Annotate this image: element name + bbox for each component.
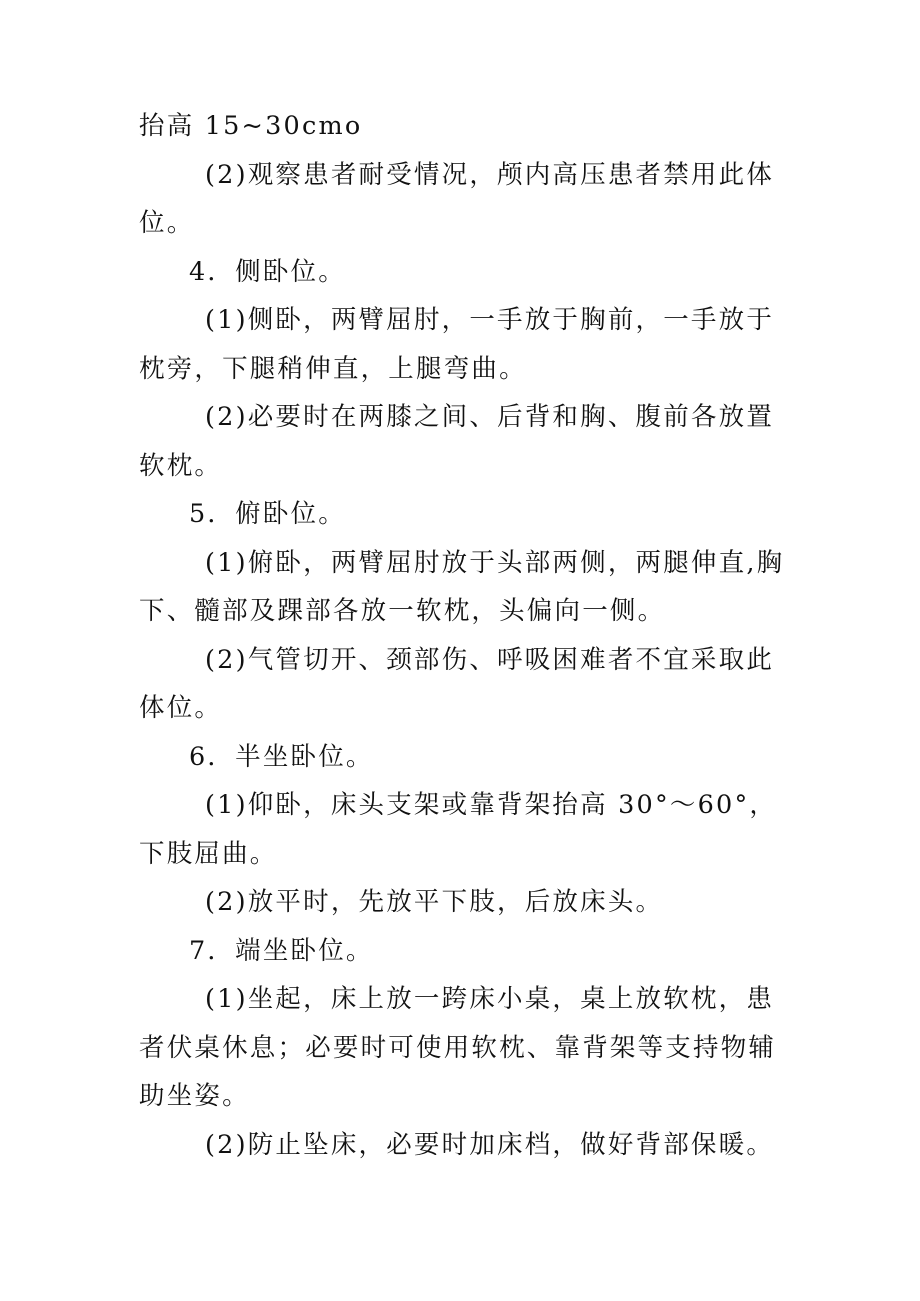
paragraph-continuation: 抬高 15~30cmo — [139, 111, 363, 141]
section-heading: 6．半坐卧位。 — [189, 741, 374, 772]
paragraph-item: (1)坐起，床上放一跨床小桌，桌上放软枕，患者伏桌休息；必要时可使用软枕、靠背架等支持物辅助坐姿。 — [139, 984, 777, 1111]
paragraph-item: (1)侧卧，两臂屈肘，一手放于胸前，一手放于枕旁，下腿稍伸直，上腿弯曲。 — [139, 305, 775, 384]
document-body — [139, 102, 789, 1169]
paragraph-item: (2)观察患者耐受情况，颅内高压患者禁用此体位。 — [139, 159, 775, 238]
paragraph-item: (2)必要时在两膝之间、后背和胸、腹前各放置软枕。 — [139, 402, 775, 481]
paragraph-item: (1)俯卧，两臂屈肘放于头部两侧，两腿伸直,胸下、髓部及踝部各放一软枕，头偏向一侧。 — [139, 547, 785, 626]
paragraph-item: (2)气管切开、颈部伤、呼吸困难者不宜采取此体位。 — [139, 644, 775, 723]
paragraph-item: (2)防止坠床，必要时加床档，做好背部保暖。 — [205, 1129, 775, 1160]
section-heading: 5．俯卧位。 — [189, 499, 346, 529]
paragraph-item: (2)放平时，先放平下肢，后放床头。 — [205, 887, 664, 917]
paragraph-item: (1)仰卧，床头支架或靠背架抬高 30°～60°，下肢屈曲。 — [139, 790, 778, 869]
section-heading: 4．侧卧位。 — [189, 256, 346, 287]
section-heading: 7．端坐卧位。 — [189, 935, 374, 966]
